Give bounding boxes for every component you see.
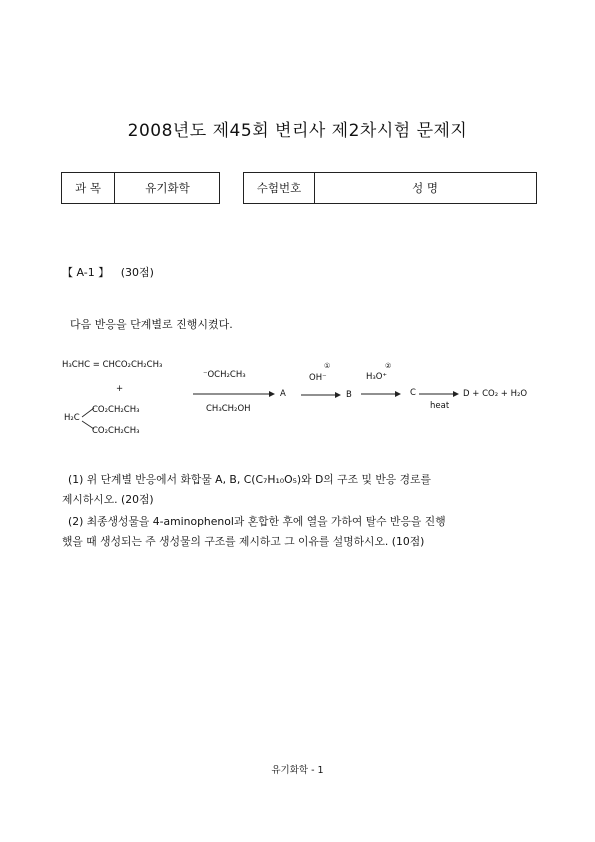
question-1-line-2: 제시하시오. (20점) xyxy=(62,493,154,506)
question-2 xyxy=(62,512,542,552)
page-footer: 유기화학 - 1 xyxy=(271,765,324,776)
page-title: 2008년도 제45회 변리사 제2차시험 문제지 xyxy=(127,121,468,141)
reactant-1: H₃CHC = CHCO₂CH₂CH₃ xyxy=(62,360,163,370)
exam-number-label: 수험번호 xyxy=(256,181,302,195)
subject-box xyxy=(61,172,220,204)
reaction-arrow-3 xyxy=(361,390,401,398)
name-value: 성 명 xyxy=(412,181,438,195)
reagent-2-step: ① xyxy=(324,362,331,370)
subject-label: 과 목 xyxy=(75,181,101,195)
reagent-1-below: CH₃CH₂OH xyxy=(206,404,251,414)
plus-sign: + xyxy=(116,384,124,394)
product-c: C xyxy=(410,388,416,398)
product-b: B xyxy=(346,390,352,400)
product-d: D + CO₂ + H₂O xyxy=(463,389,528,399)
reagent-2-above: OH⁻ xyxy=(309,373,327,383)
question-1-line-1: (1) 위 단계별 반응에서 화합물 A, B, C(C₇H₁₀O₅)와 D의 구조 및 반응 경로를 xyxy=(68,473,431,486)
question-2-line-1: (2) 최종생성물을 4-aminophenol과 혼합한 후에 열을 가하여 탈수 반응을 진행 xyxy=(68,515,446,528)
section-label: 【 A-1 】 xyxy=(62,266,110,279)
reagent-4-below: heat xyxy=(430,401,450,411)
malonate-top-ester: CO₂CH₂CH₃ xyxy=(92,405,140,415)
malonate-h2c: H₂C xyxy=(64,413,80,423)
exam-info-box xyxy=(243,172,537,204)
reagent-3-above: H₃O⁺ xyxy=(366,372,387,382)
reagent-3-step: ② xyxy=(385,362,392,370)
reaction-arrow-1 xyxy=(193,390,275,398)
question-2-line-2: 했을 때 생성되는 주 생성물의 구조를 제시하고 그 이유를 설명하시오. (10점) xyxy=(62,535,425,548)
section-header xyxy=(62,264,154,280)
intro-text: 다음 반응을 단계별로 진행시켰다. xyxy=(70,318,233,331)
section-points: (30점) xyxy=(120,266,154,279)
subject-value: 유기화학 xyxy=(145,181,190,195)
reaction-arrow-4 xyxy=(419,390,459,398)
reaction-arrow-2 xyxy=(301,391,341,399)
malonate-bottom-ester: CO₂CH₂CH₃ xyxy=(92,426,140,436)
reagent-1-above: ⁻OCH₂CH₃ xyxy=(203,370,246,380)
question-1 xyxy=(62,470,542,510)
product-a: A xyxy=(280,389,286,399)
